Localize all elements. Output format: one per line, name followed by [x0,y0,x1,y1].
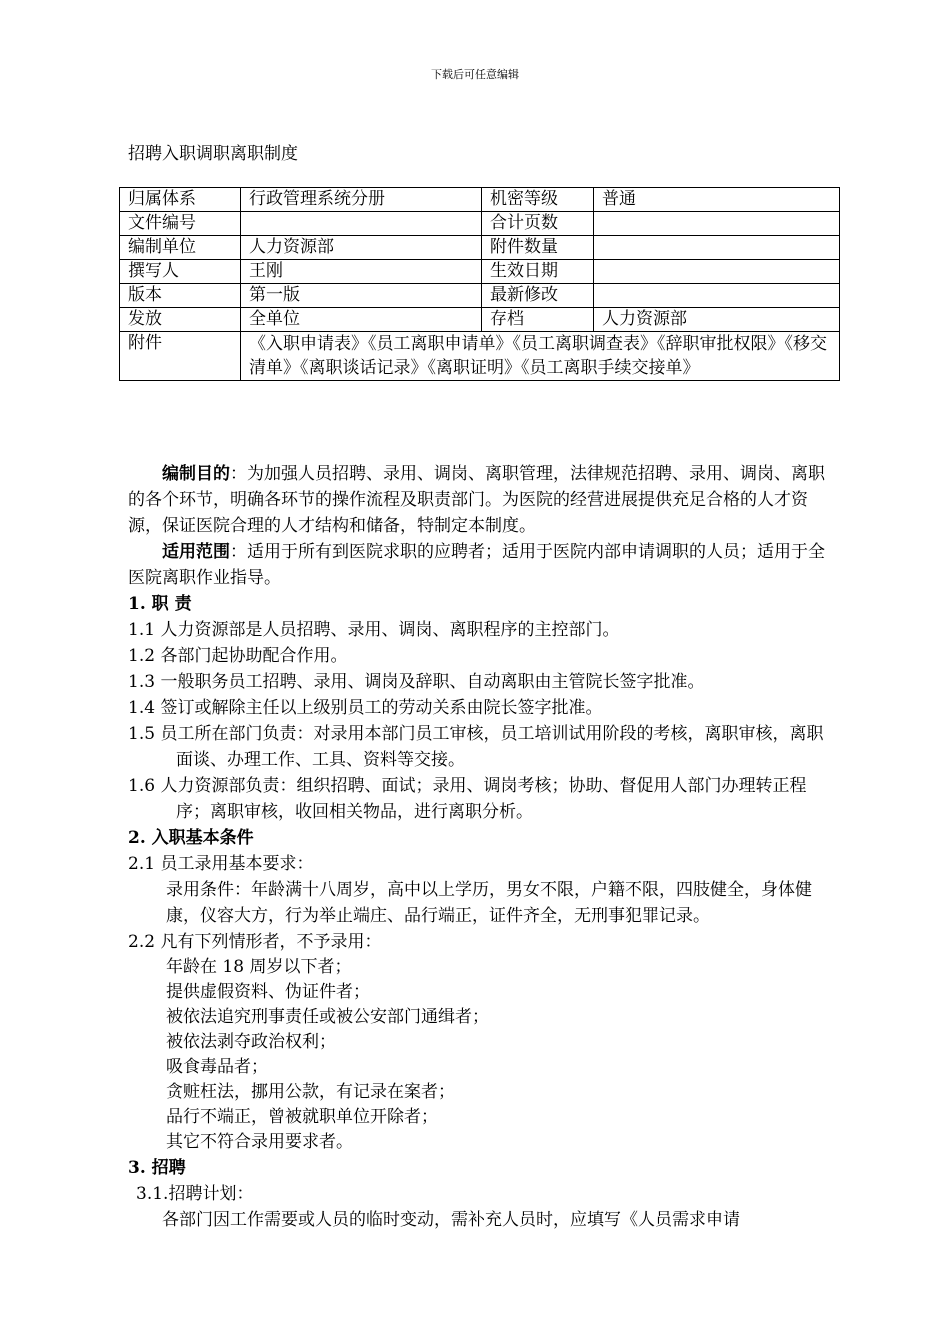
meta-label: 版本 [120,284,241,308]
meta-label: 存档 [482,308,594,332]
meta-row [120,308,840,332]
section-2-1-body: 录用条件：年龄满十八周岁，高中以上学历，男女不限，户籍不限，四肢健全，身体健康，仪容大方，行为举止端庄、品行端正，证件齐全，无刑事犯罪记录。 [166,880,812,926]
meta-label: 合计页数 [482,212,594,236]
section-3-1-title: 3.1.招聘计划： [136,1184,254,1204]
section-2-2-title: 2.2 凡有下列情形者，不予录用： [128,932,382,952]
list-item: 品行不端正，曾被就职单位开除者； [166,1107,438,1127]
list-item: 提供虚假资料、伪证件者； [166,982,370,1002]
meta-row [120,260,840,284]
purpose-paragraph [128,461,840,539]
meta-value [241,212,482,236]
list-item: 贪赃枉法，挪用公款，有记录在案者； [166,1082,455,1102]
meta-value: 第一版 [241,284,482,308]
section-3-1-body: 各部门因工作需要或人员的临时变动，需补充人员时，应填写《人员需求申请 [162,1210,740,1230]
list-item: 其它不符合录用要求者。 [166,1132,353,1152]
section-3-heading: 3. 招聘 [128,1158,186,1178]
meta-row-attachment [120,332,840,381]
purpose-text: ：为加强人员招聘、录用、调岗、离职管理，法律规范招聘、录用、调岗、离职的各个环节，明确各环节的操作流程及职责部门。为医院的经营进展提供充足合格的人才资源，保证医院合理的人才结构和储备，特制定本制度。 [128,464,825,536]
meta-row [120,188,840,212]
list-item: 被依法追究刑事责任或被公安部门通缉者； [166,1007,489,1027]
list-item: 年龄在 18 周岁以下者； [166,957,352,977]
scope-paragraph [128,539,840,591]
meta-row [120,212,840,236]
meta-label: 编制单位 [120,236,241,260]
meta-value: 行政管理系统分册 [241,188,482,212]
section-1-item: 1.2 各部门起协助配合作用。 [128,646,348,666]
meta-label: 归属体系 [120,188,241,212]
list-item: 吸食毒品者； [166,1057,268,1077]
list-item: 被依法剥夺政治权利； [166,1032,336,1052]
meta-row [120,284,840,308]
meta-value: 人力资源部 [241,236,482,260]
document-body [128,461,840,1233]
meta-value: 全单位 [241,308,482,332]
section-1-item: 1.3 一般职务员工招聘、录用、调岗及辞职、自动离职由主管院长签字批准。 [128,672,705,692]
meta-value [594,260,840,284]
meta-row [120,236,840,260]
document-title: 招聘入职调职离职制度 [128,144,298,164]
meta-value: 普通 [594,188,840,212]
meta-value [594,212,840,236]
meta-value [594,236,840,260]
header-note: 下载后可任意编辑 [431,68,519,81]
section-1-item: 1.5 员工所在部门负责：对录用本部门员工审核，员工培训试用阶段的考核，离职审核，离职面谈、办理工作、工具、资料等交接。 [128,724,824,770]
meta-label: 机密等级 [482,188,594,212]
attachment-value: 《入职申请表》《员工离职申请单》《员工离职调查表》《辞职审批权限》《移交清单》《离职谈话记录》《离职证明》《员工离职手续交接单》 [241,332,840,381]
exclusion-list [128,955,840,1155]
meta-value [594,284,840,308]
meta-label: 撰写人 [120,260,241,284]
meta-value: 王刚 [241,260,482,284]
attachment-label: 附件 [120,332,241,381]
meta-label: 附件数量 [482,236,594,260]
document-meta-table [119,187,840,381]
meta-label: 生效日期 [482,260,594,284]
meta-value: 人力资源部 [594,308,840,332]
meta-label: 发放 [120,308,241,332]
meta-label: 文件编号 [120,212,241,236]
section-1-heading: 1. 职 责 [128,594,192,614]
scope-label: 适用范围 [162,542,230,562]
purpose-label: 编制目的 [162,464,230,484]
meta-label: 最新修改 [482,284,594,308]
section-1-item: 1.1 人力资源部是人员招聘、录用、调岗、离职程序的主控部门。 [128,620,620,640]
section-1-item: 1.6 人力资源部负责：组织招聘、面试；录用、调岗考核；协助、督促用人部门办理转正程序；离职审核，收回相关物品，进行离职分析。 [128,776,807,822]
scope-text: ：适用于所有到医院求职的应聘者；适用于医院内部申请调职的人员；适用于全医院离职作业指导。 [128,542,825,588]
section-1-item: 1.4 签订或解除主任以上级别员工的劳动关系由院长签字批准。 [128,698,603,718]
section-2-1-title: 2.1 员工录用基本要求： [128,854,314,874]
section-2-heading: 2. 入职基本条件 [128,828,254,848]
